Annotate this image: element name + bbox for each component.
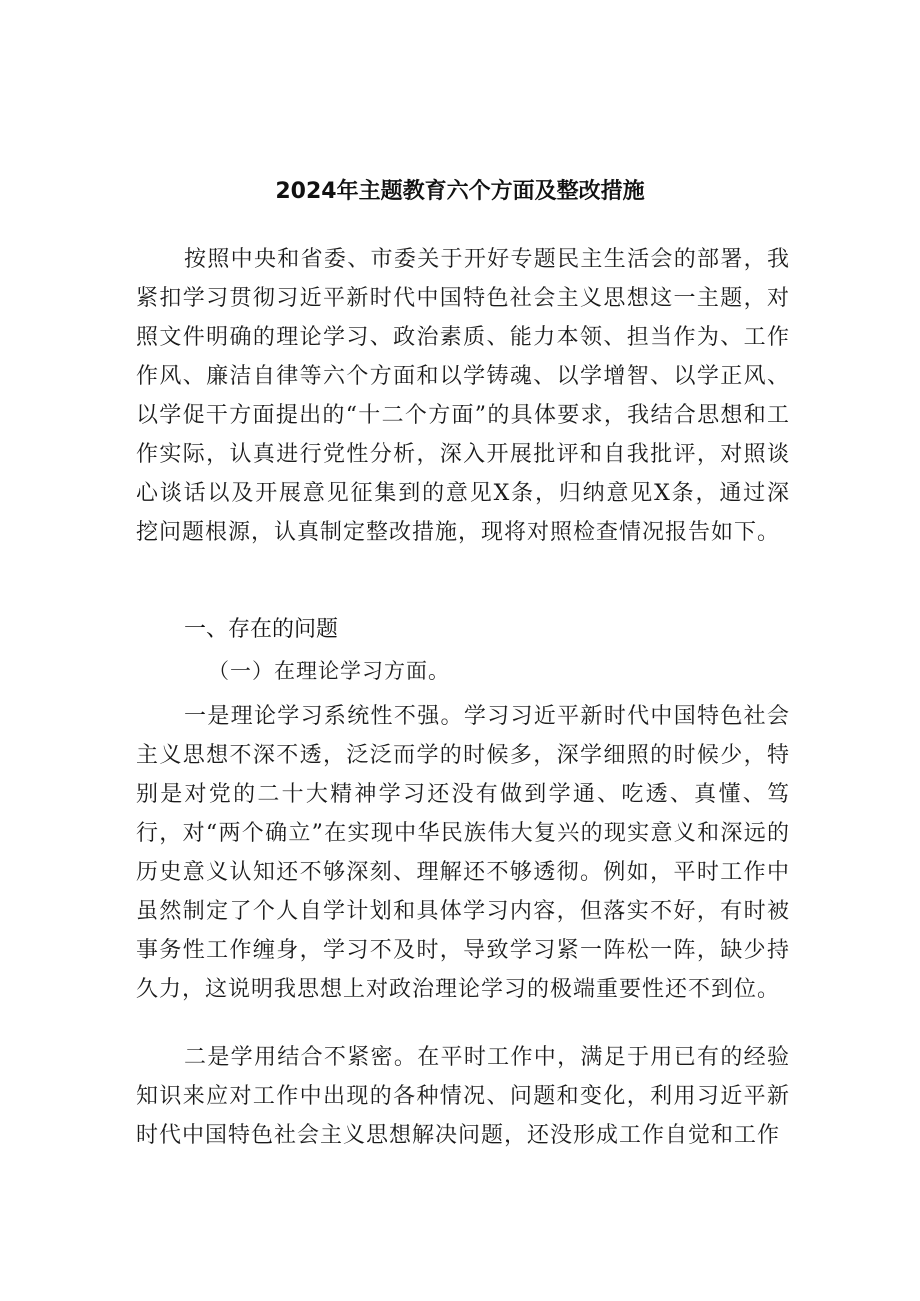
intro-paragraph: 按照中央和省委、市委关于开好专题民主生活会的部署，我紧扣学习贯彻习近平新时代中国特色社会主义思想这一主题，对照文件明确的理论学习、政治素质、能力本领、担当作为、工作作风、廉洁自律等六个方面和以学铸魂、以学增智、以学正风、以学促干方面提出的“十二个方面”的具体要求，我结合思想和工作实际，认真进行党性分析，深入开展批评和自我批评，对照谈心谈话以及开展意见征集到的意见X条，归纳意见X条，通过深挖问题根源，认真制定整改措施，现将对照检查情况报告如下。 xyxy=(136,247,790,545)
paragraph-study-application: 二是学用结合不紧密。在平时工作中，满足于用已有的经验知识来应对工作中出现的各种情况、问题和变化，利用习近平新时代中国特色社会主义思想解决问题，还没形成工作自觉和工作 xyxy=(136,1045,790,1148)
subsection-heading-theory-study: （一）在理论学习方面。 xyxy=(208,659,450,683)
section-heading-problems: 一、存在的问题 xyxy=(184,617,339,642)
paragraph-theory-study-systematic: 一是理论学习系统性不强。学习习近平新时代中国特色社会主义思想不深不透，泛泛而学的时候多，深学细照的时候少，特别是对党的二十大精神学习还没有做到学通、吃透、真懂、笃行，对“两个确立”在实现中华民族伟大复兴的现实意义和深远的历史意义认知还不够深刻、理解还不够透彻。例如，平时工作中虽然制定了个人自学计划和具体学习内容，但落实不好，有时被事务性工作缠身，学习不及时，导致学习紧一阵松一阵，缺少持久力，这说明我思想上对政治理论学习的极端重要性还不到位。 xyxy=(136,704,790,1002)
document-title: 2024年主题教育六个方面及整改措施 xyxy=(275,179,645,204)
